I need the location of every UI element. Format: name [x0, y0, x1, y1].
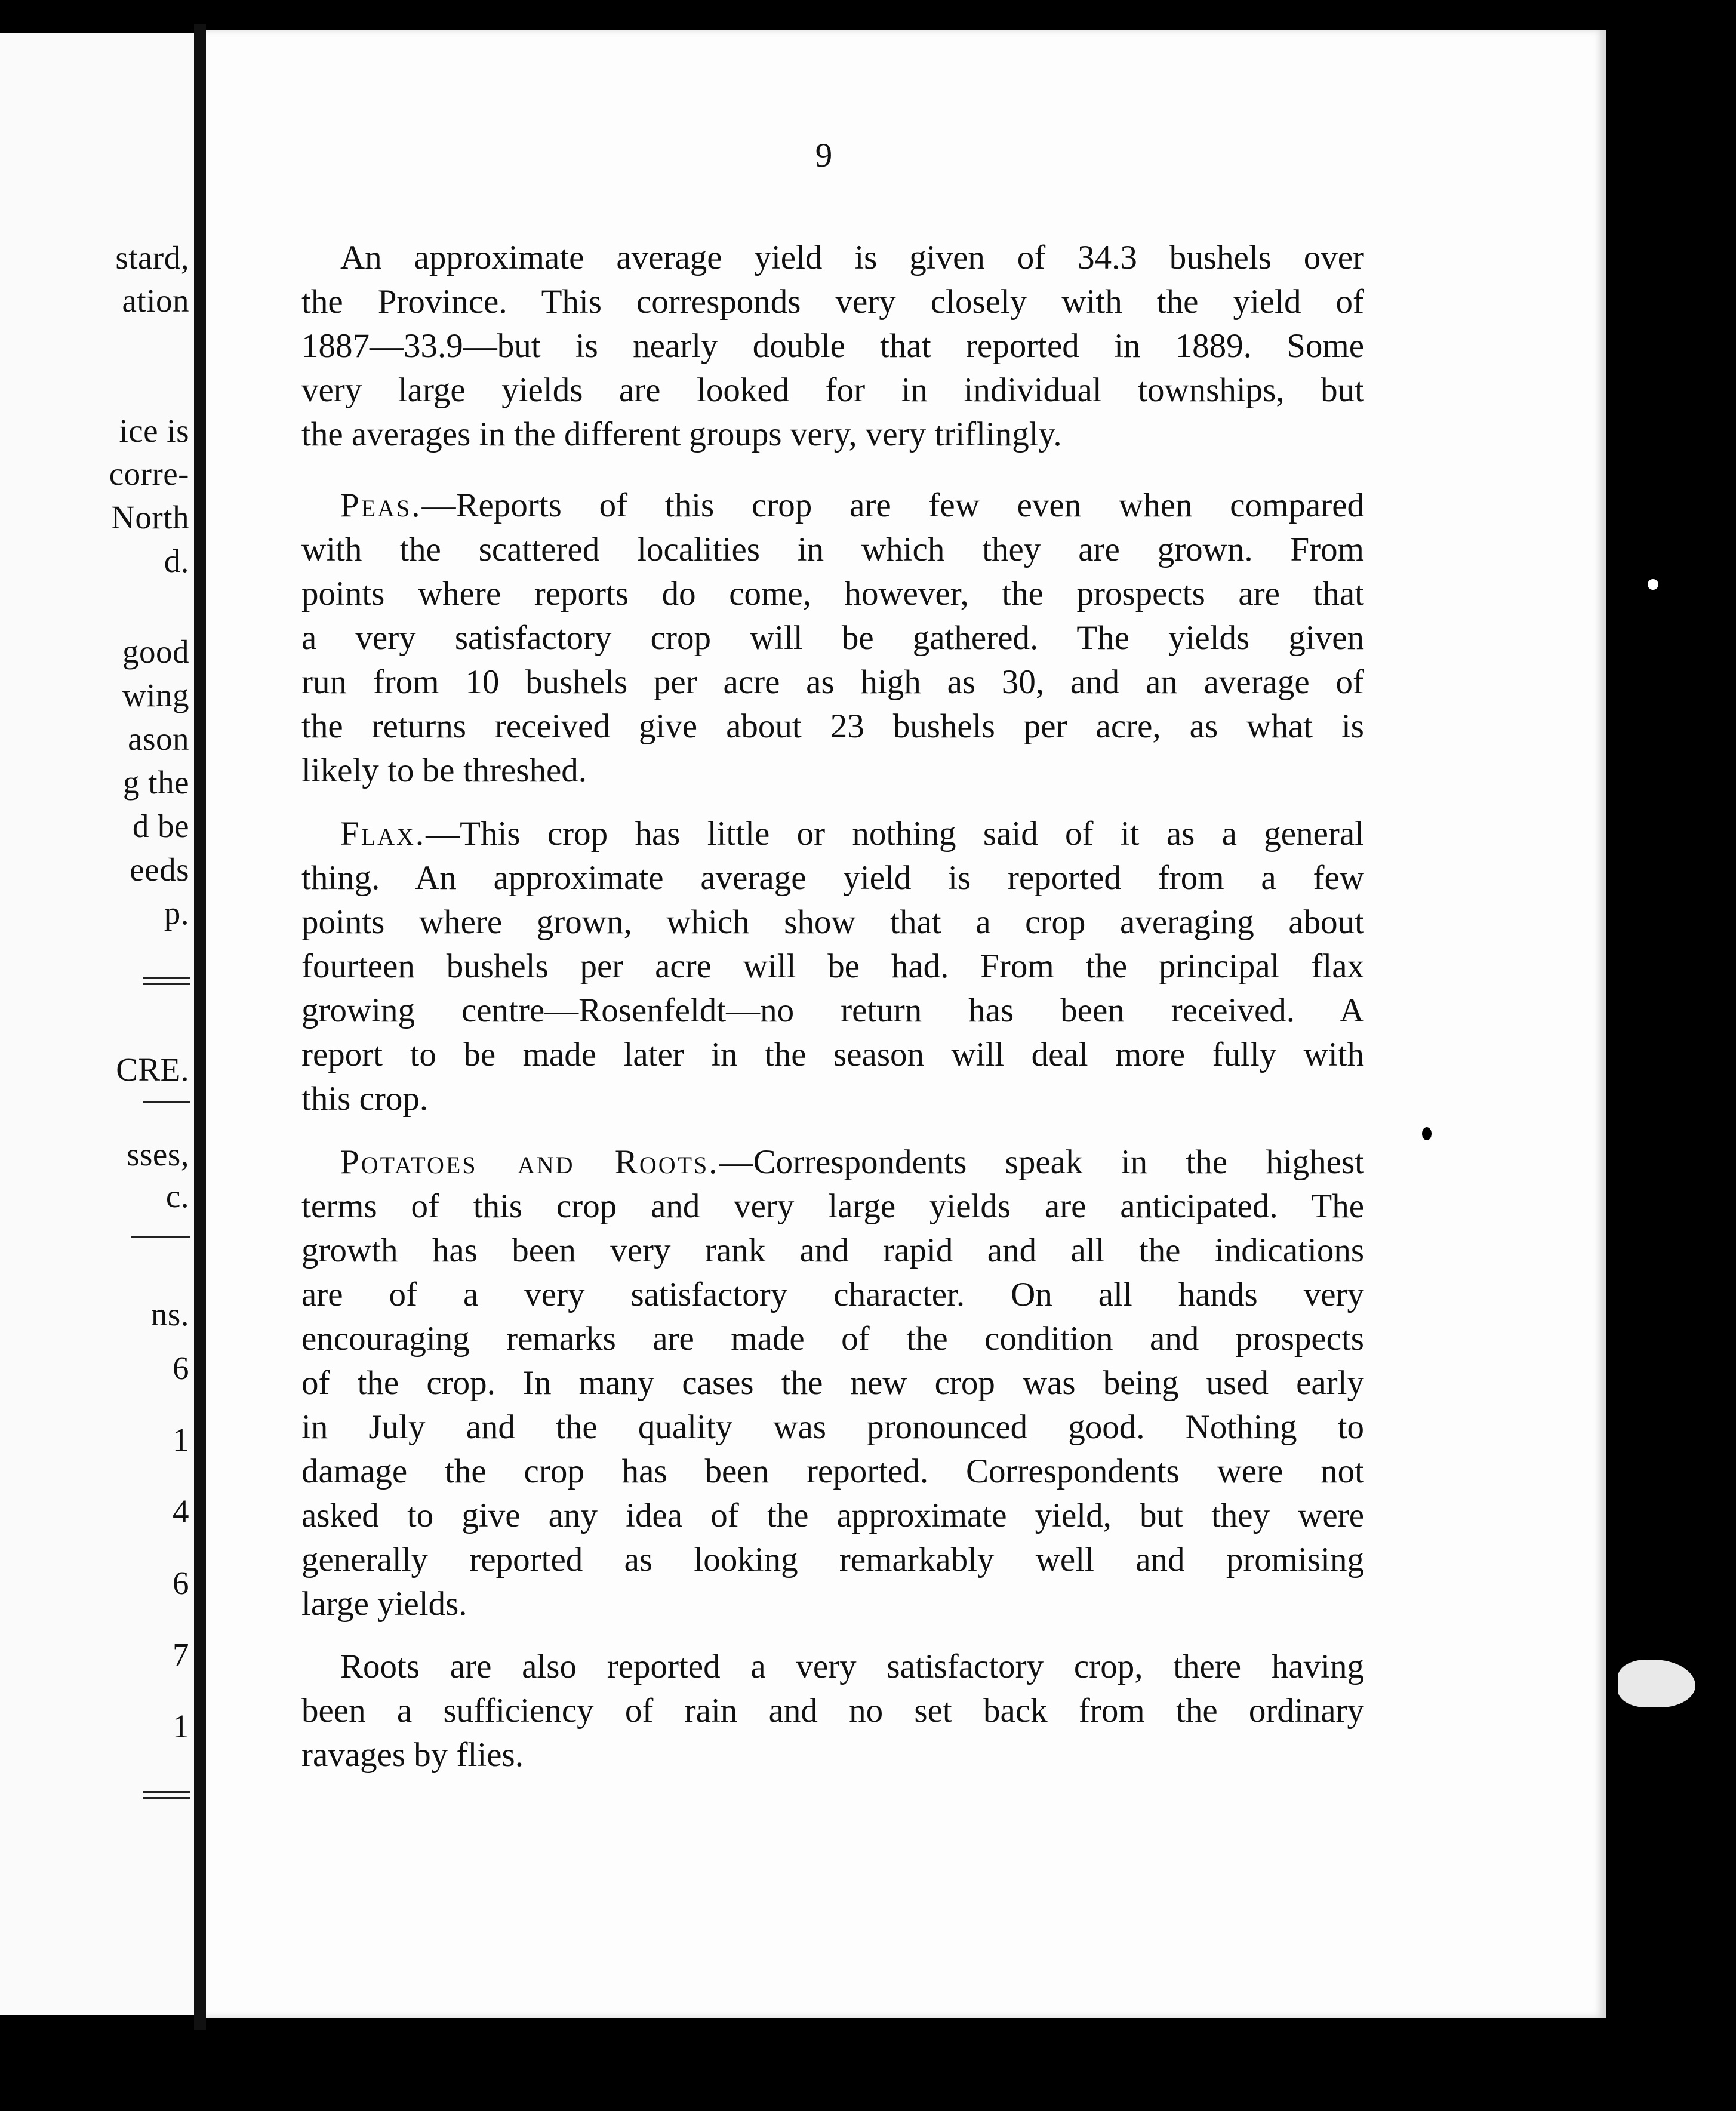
section-heading: Flax. — [340, 815, 426, 853]
text-line: a very satisfactory crop will be gathered. The yields given — [301, 619, 1364, 657]
left-page-text: good — [122, 633, 189, 670]
text-line: likely to be threshed. — [301, 752, 587, 789]
text-line: been a sufficiency of rain and no set back from the ordinary — [301, 1692, 1364, 1730]
text-line: terms of this crop and very large yields are anticipated. The — [301, 1187, 1364, 1225]
text-line: Roots are also reported a very satisfactory crop, there having — [340, 1648, 1364, 1685]
text-line: large yields. — [301, 1585, 467, 1623]
text-line: asked to give any idea of the approximate yield, but they were — [301, 1497, 1364, 1534]
text-line: points where grown, which show that a crop averaging about — [301, 903, 1364, 941]
text-line: very large yields are looked for in individual townships, but — [301, 371, 1364, 409]
text-line: of the crop. In many cases the new crop was being used early — [301, 1364, 1364, 1402]
table-rule — [143, 983, 190, 985]
text-line: ravages by flies. — [301, 1736, 524, 1774]
left-page-text: d be — [132, 808, 189, 844]
left-page-text: ason — [128, 721, 189, 757]
text-line: encouraging remarks are made of the condition and prospects — [301, 1320, 1364, 1358]
text-line: growing centre—Rosenfeldt—no return has been received. A — [301, 992, 1364, 1029]
paragraph-peas — [301, 484, 1364, 793]
table-rule — [143, 1791, 190, 1793]
left-page-text: ation — [122, 282, 189, 319]
paragraph-1 — [301, 236, 1364, 457]
section-heading: Potatoes and Roots. — [340, 1143, 719, 1181]
left-page-text: wing — [122, 677, 189, 713]
left-page-text: North — [111, 499, 189, 536]
left-page-text: 1 — [173, 1421, 189, 1458]
left-page-text: ice is — [119, 413, 189, 449]
text-line — [301, 812, 1364, 856]
text-line: damage the crop has been reported. Correspondents were not — [301, 1453, 1364, 1490]
left-page-text: 6 — [173, 1565, 189, 1601]
left-page-text: 7 — [173, 1636, 189, 1673]
text-line-rest: —Correspondents speak in the highest — [719, 1143, 1364, 1181]
left-page-text: 4 — [173, 1493, 189, 1530]
left-page-fragment — [0, 33, 194, 2015]
text-line: fourteen bushels per acre will be had. From the principal flax — [301, 947, 1364, 985]
left-page-text: g the — [123, 764, 189, 801]
table-rule — [143, 977, 190, 979]
left-page-text: ns. — [150, 1296, 189, 1333]
left-page-text: stard, — [115, 239, 189, 276]
text-line: 1887—33.9—but is nearly double that reported in 1889. Some — [301, 327, 1364, 365]
left-page-text: p. — [164, 895, 189, 931]
text-line: this crop. — [301, 1080, 429, 1118]
left-page-text: 6 — [173, 1350, 189, 1386]
left-page-text: sses, — [127, 1136, 189, 1173]
text-line: thing. An approximate average yield is reported from a few — [301, 859, 1364, 897]
scan-speck — [1648, 579, 1658, 590]
text-line: are of a very satisfactory character. On all hands very — [301, 1276, 1364, 1313]
text-line: report to be made later in the season will deal more fully with — [301, 1036, 1364, 1073]
scan-artifact — [1618, 1660, 1695, 1707]
paragraph-flax — [301, 812, 1364, 1121]
page-number: 9 — [815, 137, 833, 174]
text-line — [301, 1140, 1364, 1184]
text-line: points where reports do come, however, the prospects are that — [301, 575, 1364, 613]
text-line: the Province. This corresponds very closely with the yield of — [301, 283, 1364, 321]
paragraph-roots — [301, 1645, 1364, 1777]
text-line: the averages in the different groups very, very triflingly. — [301, 416, 1062, 453]
text-line — [301, 484, 1364, 528]
text-line: in July and the quality was pronounced good. Nothing to — [301, 1408, 1364, 1446]
text-line: growth has been very rank and rapid and all the indications — [301, 1232, 1364, 1269]
text-line: run from 10 bushels per acre as high as 30, and an average of — [301, 663, 1364, 701]
left-page-text: c. — [165, 1178, 189, 1214]
table-rule — [143, 1101, 190, 1103]
text-line-rest: —Reports of this crop are few even when compared — [421, 487, 1364, 524]
table-rule — [143, 1797, 190, 1799]
section-heading: Peas. — [340, 487, 422, 524]
text-line: generally reported as looking remarkably well and promising — [301, 1541, 1364, 1578]
text-line: the returns received give about 23 bushels per acre, as what is — [301, 707, 1364, 745]
paragraph-potatoes-and-roots — [301, 1140, 1364, 1626]
text-line: An approximate average yield is given of 34.3 bushels over — [340, 239, 1364, 276]
left-page-text: eeds — [130, 851, 189, 888]
text-line: with the scattered localities in which they are grown. From — [301, 531, 1364, 568]
left-page-text: CRE. — [116, 1051, 189, 1088]
book-gutter — [194, 24, 206, 2030]
left-page-text: 1 — [173, 1708, 189, 1744]
text-line-rest: —This crop has little or nothing said of it as a general — [426, 815, 1364, 853]
left-page-text: d. — [164, 543, 189, 579]
table-rule — [131, 1236, 190, 1238]
scan-speck — [1422, 1127, 1432, 1140]
left-page-text: corre- — [109, 456, 189, 492]
